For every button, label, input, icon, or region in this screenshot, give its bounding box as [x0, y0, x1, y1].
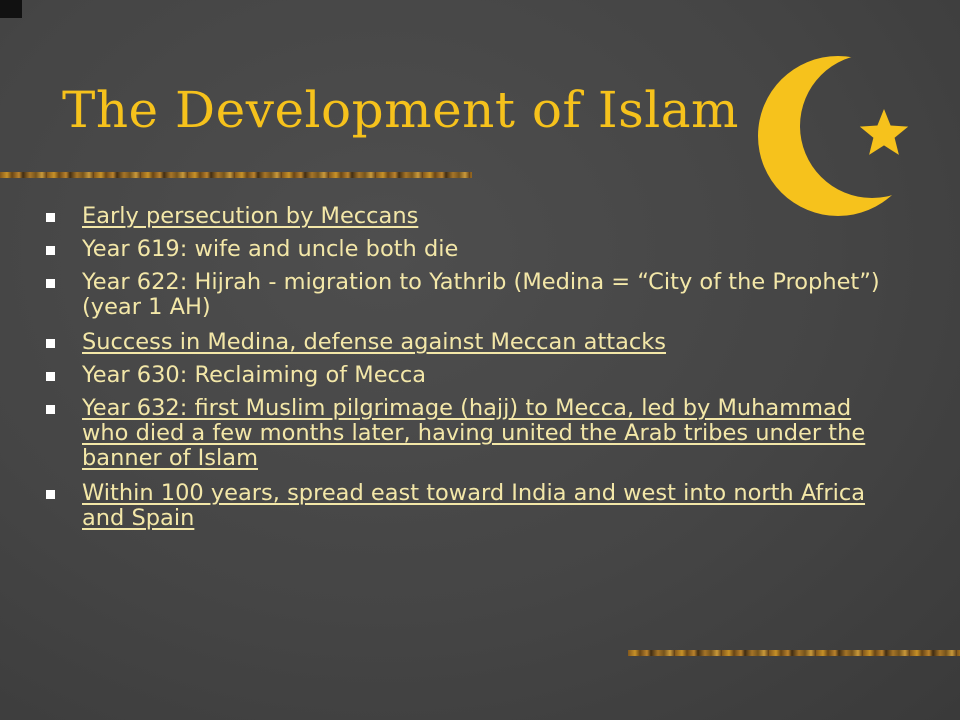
bullet-item — [46, 204, 886, 229]
bullet-item — [46, 396, 886, 471]
bullet-list — [46, 204, 886, 539]
square-bullet-icon — [46, 405, 55, 414]
bullet-item — [46, 363, 886, 388]
square-bullet-icon — [46, 246, 55, 255]
bullet-link-text[interactable]: Year 632: first Muslim pilgrimage (hajj) to Mecca, led by Muhammad who died a few months later, having united the Arab tribes under the banner of Islam — [82, 395, 866, 471]
square-bullet-icon — [46, 213, 55, 222]
bullet-item — [46, 330, 886, 355]
bullet-item — [46, 270, 886, 320]
bullet-text: Year 622: Hijrah - migration to Yathrib (Medina = “City of the Prophet”) (year 1 AH) — [82, 269, 880, 320]
bullet-text: Year 619: wife and uncle both die — [82, 236, 459, 262]
corner-mark — [0, 0, 22, 18]
bullet-link-text[interactable]: Success in Medina, defense against Meccan attacks — [82, 329, 667, 355]
bullet-item — [46, 237, 886, 262]
square-bullet-icon — [46, 372, 55, 381]
slide-title: The Development of Islam — [62, 81, 739, 139]
decorative-rule-top — [0, 172, 472, 178]
bullet-link-text[interactable]: Early persecution by Meccans — [82, 203, 419, 229]
bullet-item — [46, 481, 886, 531]
bullet-link-text[interactable]: Within 100 years, spread east toward India and west into north Africa and Spain — [82, 480, 866, 531]
decorative-rule-bottom — [628, 650, 960, 656]
bullet-text: Year 630: Reclaiming of Mecca — [82, 362, 427, 388]
square-bullet-icon — [46, 279, 55, 288]
square-bullet-icon — [46, 490, 55, 499]
crescent-and-star-icon — [748, 46, 938, 224]
square-bullet-icon — [46, 339, 55, 348]
